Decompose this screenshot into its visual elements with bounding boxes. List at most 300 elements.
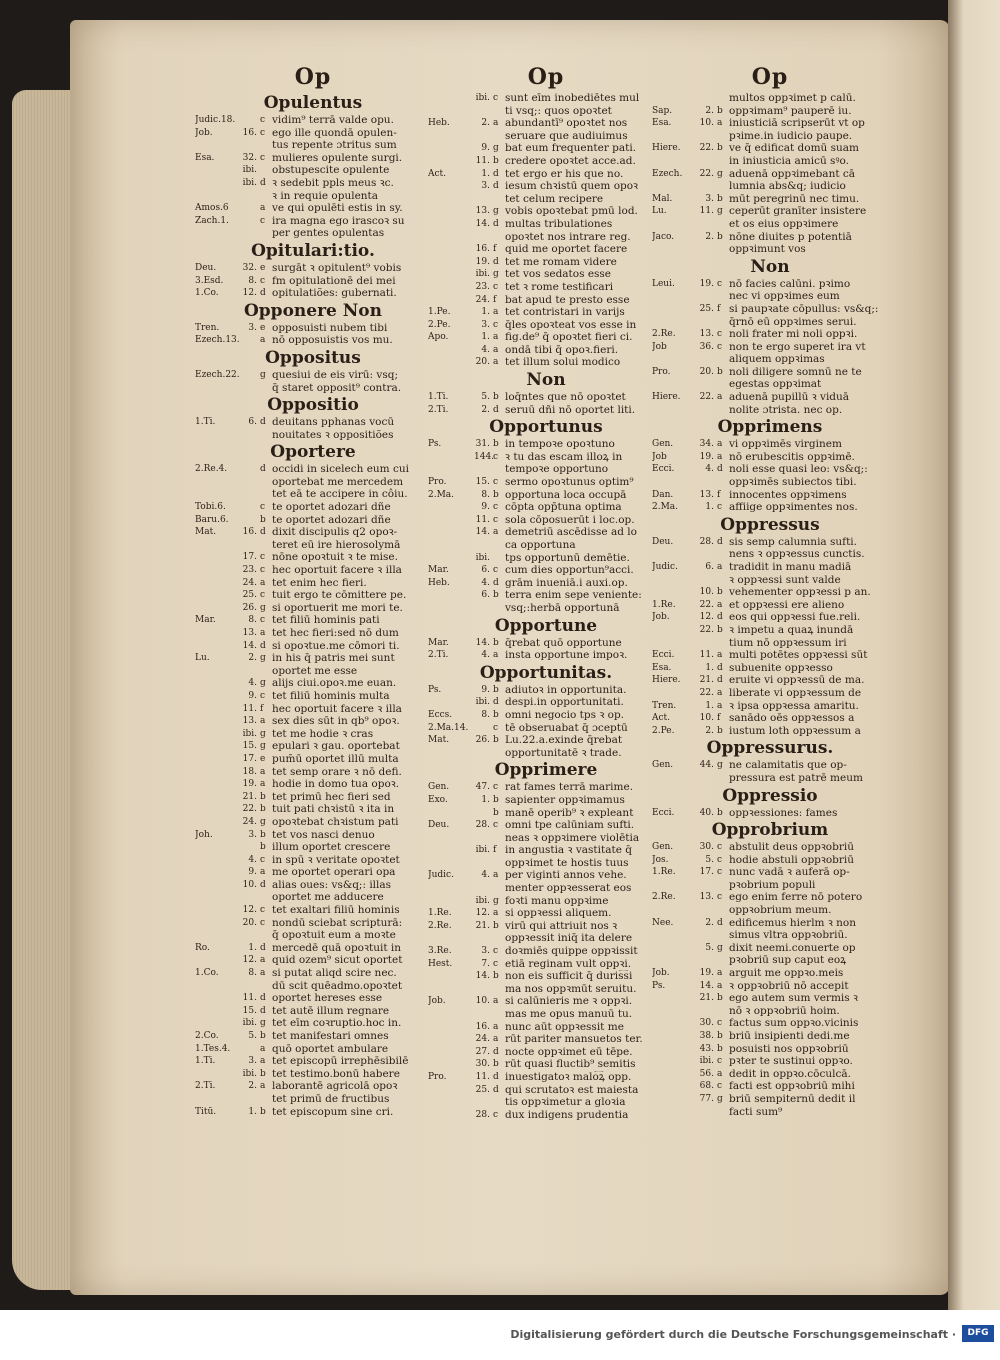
concordance-entry [652, 278, 888, 291]
chapter-number [474, 807, 493, 820]
chapter-number [698, 180, 717, 193]
concordance-entry [428, 857, 664, 870]
section-letter: a [260, 577, 266, 588]
section-letter: b [260, 804, 266, 815]
chapter-number [698, 316, 717, 329]
book-reference: Judic. [428, 870, 454, 881]
section-letter: g [493, 895, 499, 906]
concordance-entry [428, 489, 664, 502]
chapter-number: 14. [475, 637, 490, 648]
concordance-entry [428, 155, 664, 168]
section-letter: c [717, 1056, 723, 1067]
concordance-entry [652, 687, 888, 700]
entry-text: opitulatiões: gubernati. [272, 287, 397, 300]
entry-text: sermo opoꝛtunus optim⁹ [505, 476, 634, 489]
entry-text: pꝛobriū sup caput eoꝝ [729, 954, 847, 967]
book-reference: Ezech.22. [195, 369, 240, 380]
entry-text: ira magna ego irascoꝛ su [272, 214, 405, 227]
entry-text: quid me oportet facere [505, 243, 628, 256]
book-reference [428, 1033, 474, 1046]
chapter-number: 9. [248, 690, 257, 701]
column-head: Op [527, 64, 565, 90]
chapter-number: 30. [699, 842, 714, 853]
book-reference: 2.Ti. [428, 404, 449, 415]
concordance-entry [652, 759, 888, 772]
section-letter: d [260, 640, 266, 651]
book-reference [428, 155, 474, 168]
entry-text: hodie in domo tua opoꝛ. [272, 778, 400, 791]
concordance-entry [195, 904, 431, 917]
concordance-entry [428, 907, 664, 920]
chapter-number [698, 879, 717, 892]
entry-text: alias oues: vs&q;: illas [272, 878, 392, 891]
concordance-entry [652, 476, 888, 489]
entry-text: nōne diuites p potentiā [729, 230, 852, 243]
concordance-entry [195, 287, 431, 300]
chapter-number: 25. [475, 1084, 490, 1095]
book-reference: Job [652, 341, 667, 352]
book-reference [428, 356, 474, 369]
chapter-number: 11. [475, 155, 490, 166]
chapter-number: 22. [699, 392, 714, 403]
chapter-number: 20. [699, 366, 714, 377]
entry-text: pum̄ū oportet illū multa [272, 752, 399, 765]
chapter-number [698, 1106, 717, 1119]
chapter-number: 11. [475, 514, 490, 525]
book-reference [195, 879, 241, 892]
book-reference: Joh. [195, 829, 213, 840]
headword: Oppositus [265, 347, 361, 368]
book-reference [652, 992, 698, 1005]
book-reference [652, 772, 698, 785]
book-reference [428, 1058, 474, 1071]
chapter-number: 5. [705, 942, 714, 953]
entry-text: dixit neemi.conuerte op [729, 941, 856, 954]
book-reference: Gen. [652, 842, 674, 853]
concordance-entry [652, 1005, 888, 1018]
chapter-number: 19. [475, 256, 490, 267]
section-letter: c [260, 127, 266, 138]
section-letter [260, 476, 272, 489]
entry-text: alijs ciui.opoꝛ.me euan. [272, 677, 397, 690]
section-letter [717, 92, 729, 105]
book-reference: Hiere. [652, 143, 681, 154]
section-letter: b [493, 155, 499, 166]
book-reference: Tren. [195, 322, 220, 333]
chapter-number: 9. [481, 684, 490, 695]
section-letter [260, 929, 272, 942]
entry-text: opportuna loca occupā [505, 488, 627, 501]
column-head: Op [294, 64, 332, 90]
book-reference: 2.Re. [652, 329, 676, 340]
section-letter: d [260, 993, 266, 1004]
chapter-number: 14. [242, 640, 257, 651]
entry-text: q̄rebat quō opportune [505, 636, 622, 649]
entry-text: oppꝛessiones: fames [729, 806, 838, 819]
chapter-number [241, 488, 260, 501]
book-reference [428, 130, 474, 143]
concordance-entry [652, 574, 888, 587]
book-reference: Amos.6 [195, 203, 229, 214]
entry-text: bat eum frequenter pati. [505, 142, 637, 155]
concordance-entry [428, 945, 664, 958]
concordance-entry [428, 983, 664, 996]
section-letter [717, 904, 729, 917]
concordance-entry [195, 665, 431, 678]
section-letter [493, 105, 505, 118]
entry-text: oportet hereses esse [272, 992, 383, 1005]
concordance-entry [195, 854, 431, 867]
concordance-entry [428, 1071, 664, 1084]
chapter-number: 44. [699, 760, 714, 771]
concordance-entry [428, 552, 664, 565]
chapter-number: ibi. [475, 895, 490, 906]
headword: Non [750, 256, 790, 277]
section-letter [493, 747, 505, 760]
book-reference [652, 1055, 698, 1068]
entry-text: seruare que audiuimus [505, 129, 628, 142]
book-reference: Nee. [652, 917, 674, 928]
chapter-number: 24. [242, 577, 257, 588]
book-reference: Hiere. [652, 675, 681, 686]
section-letter: b [493, 920, 499, 931]
section-letter [260, 164, 272, 177]
entry-text: abstulit deus oppꝛobriū [729, 841, 854, 854]
book-reference: 1.Tes.4. [195, 1043, 231, 1054]
entry-text: dux indigens prudentia [505, 1108, 629, 1121]
book-reference [195, 640, 241, 653]
concordance-entry [195, 589, 431, 602]
entry-text: lumnia abs&q; iudicio [729, 180, 846, 193]
section-letter: a [260, 968, 266, 979]
chapter-number [474, 602, 493, 615]
chapter-number [241, 891, 260, 904]
book-reference [428, 526, 474, 539]
entry-text: menter oppꝛesserat eos [505, 882, 632, 895]
section-letter [717, 316, 729, 329]
chapter-number: 19. [242, 779, 257, 790]
section-letter [493, 539, 505, 552]
concordance-entry [195, 1080, 431, 1093]
book-reference [428, 231, 474, 244]
book-reference [428, 294, 474, 307]
section-letter: f [260, 703, 264, 714]
section-letter: a [717, 687, 723, 698]
section-letter: c [260, 690, 266, 701]
book-reference [652, 942, 698, 955]
entry-text: obstupescite opulente [272, 164, 390, 177]
entry-text: edificemus hierlm ꝛ non [729, 916, 857, 929]
concordance-entry [195, 526, 431, 539]
book-reference [195, 177, 241, 190]
chapter-number: 1. [705, 502, 714, 513]
concordance-entry [428, 319, 664, 332]
book-reference: Jos. [652, 854, 669, 865]
entry-text: q̄ opoꝛtuit eum a moꝛte [272, 929, 396, 942]
book-reference [428, 243, 474, 256]
entry-text: ꝛ oppꝛessi sunt valde [729, 573, 841, 586]
concordance-entry [195, 334, 431, 347]
concordance-entry [195, 382, 431, 395]
chapter-number: 16. [242, 127, 257, 138]
book-reference: Judic.18. [195, 115, 236, 125]
chapter-number [698, 548, 717, 561]
chapter-number: 12. [242, 905, 257, 916]
concordance-entry [428, 577, 664, 590]
chapter-number: 1. [248, 1106, 257, 1117]
section-letter: d [260, 942, 266, 953]
book-reference: Ro. [195, 942, 210, 953]
concordance-entry [428, 920, 664, 933]
concordance-entry [652, 243, 888, 256]
entry-text: aduenā oppꝛimebant cā [729, 167, 856, 180]
section-letter: c [717, 854, 723, 865]
entry-text: tuit ergo te cōmittere pe. [272, 589, 407, 602]
concordance-entry [195, 215, 431, 228]
section-letter: b [717, 725, 723, 736]
book-reference: Mal. [652, 193, 673, 204]
book-reference [428, 218, 474, 231]
book-reference: 1.Re. [428, 908, 452, 919]
section-letter: b [717, 587, 723, 598]
book-reference: Mat. [195, 527, 217, 538]
book-reference: Zach.1. [195, 215, 229, 226]
concordance-entry [195, 1043, 431, 1056]
concordance-entry [428, 781, 664, 794]
concordance-entry [428, 168, 664, 181]
concordance-entry [652, 501, 888, 514]
book-reference: 1.Co. [195, 968, 219, 979]
section-letter: c [717, 867, 723, 878]
chapter-number: 15. [242, 1005, 257, 1016]
concordance-entry [195, 1017, 431, 1030]
section-letter: g [493, 269, 499, 280]
concordance-entry [428, 391, 664, 404]
chapter-number: 3. [481, 319, 490, 330]
chapter-number [474, 1096, 493, 1109]
entry-text: tet primū hec fieri sed [272, 790, 391, 803]
chapter-number [474, 983, 493, 996]
book-reference [195, 690, 241, 703]
section-letter [493, 983, 505, 996]
concordance-entry [652, 218, 888, 231]
chapter-number: 43. [699, 1043, 714, 1054]
section-letter [493, 552, 505, 565]
book-reference [428, 1084, 474, 1097]
book-reference [652, 548, 698, 561]
section-letter: g [717, 760, 723, 771]
chapter-number [241, 841, 260, 854]
concordance-entry [195, 275, 431, 288]
chapter-number: ibi. [242, 165, 257, 176]
chapter-number [474, 857, 493, 870]
book-reference [652, 180, 698, 193]
entry-text: despi.in opportunitati. [505, 696, 624, 709]
entry-text: insta opportune impoꝛ. [505, 649, 628, 662]
concordance-entry [652, 1043, 888, 1056]
concordance-entry [428, 294, 664, 307]
book-reference [428, 268, 474, 281]
section-letter: e [260, 322, 266, 333]
section-letter: a [493, 332, 499, 343]
section-letter [493, 602, 505, 615]
book-reference [195, 164, 241, 177]
book-reference: Leui. [652, 278, 675, 289]
section-letter [717, 155, 729, 168]
entry-text: tet celum recipere [505, 192, 604, 205]
book-reference [652, 1068, 698, 1081]
section-letter: c [260, 917, 266, 928]
concordance-entry [652, 92, 888, 105]
concordance-entry [652, 1093, 888, 1106]
chapter-number: 6. [705, 562, 714, 572]
concordance-entry [428, 218, 664, 231]
book-reference: Esa. [652, 662, 672, 673]
chapter-number: 2. [705, 231, 714, 242]
entry-text: nouitates ꝛ oppositiões [272, 428, 394, 441]
concordance-entry [428, 105, 664, 118]
chapter-number: 3. [248, 322, 257, 333]
book-reference: Pro. [652, 366, 671, 377]
concordance-entry [428, 734, 664, 747]
section-letter: e [260, 753, 266, 764]
entry-text: credere opoꝛtet acce.ad. [505, 154, 636, 167]
book-reference [428, 205, 474, 218]
section-letter: a [493, 118, 499, 129]
book-reference: 2.Re. [428, 920, 452, 931]
concordance-entry [195, 942, 431, 955]
concordance-entry [652, 142, 888, 155]
chapter-number: ibi. [242, 1068, 257, 1079]
chapter-number: 8. [248, 968, 257, 979]
entry-text: multas tribulationes [505, 217, 613, 230]
book-reference [652, 476, 698, 489]
chapter-number: 16. [475, 1021, 490, 1032]
chapter-number [241, 501, 260, 514]
entry-text: cum dies opportun⁹acci. [505, 564, 634, 577]
chapter-number: 13. [242, 628, 257, 638]
chapter-number: 12. [475, 908, 490, 919]
entry-text: pꝛobrium populi [729, 878, 816, 891]
section-letter: f [717, 489, 721, 500]
chapter-number: 15. [242, 741, 257, 752]
book-reference [195, 677, 241, 690]
chapter-number: 19. [699, 278, 714, 289]
entry-text: innocentes oppꝛimens [729, 488, 847, 501]
entry-text: sis semp calumnia sufti. [729, 535, 857, 548]
book-reference [428, 105, 474, 118]
section-letter: d [717, 536, 723, 547]
entry-text: tet vos nasci denuo [272, 828, 375, 841]
concordance-entry [652, 637, 888, 650]
entry-text: abundantī⁹ opoꝛtet nos [505, 117, 628, 130]
section-letter: c [493, 782, 499, 793]
entry-text: eruite vi oppꝛessū de ma. [729, 674, 865, 687]
concordance-entry [428, 1046, 664, 1059]
concordance-entry [428, 142, 664, 155]
entry-text: opoꝛtebat chꝛistum pati [272, 815, 399, 828]
section-letter [260, 429, 272, 442]
entry-text: mas me opus manuū tu. [505, 1008, 633, 1020]
book-reference: 1.Pe. [428, 307, 451, 318]
entry-text: manē operib⁹ ꝛ expleant [505, 806, 634, 819]
concordance-entry [652, 180, 888, 193]
entry-text: foꝛti manu oppꝛime [505, 894, 609, 907]
section-letter: a [260, 766, 266, 777]
section-letter: g [260, 678, 266, 689]
entry-text: nō erubescitis oppꝛimē. [729, 450, 855, 463]
book-reference [428, 539, 474, 552]
entry-text: tet illum solui modico [505, 356, 621, 369]
section-letter [260, 227, 272, 240]
concordance-entry [195, 262, 431, 275]
section-letter [717, 574, 729, 587]
entry-text: epulari ꝛ gau. oportebat [272, 740, 400, 753]
section-letter: d [493, 404, 499, 415]
entry-text: ꝛ ipsa oppꝛessa amaritu. [729, 699, 859, 712]
section-letter: a [260, 779, 266, 790]
section-letter: c [493, 946, 499, 957]
concordance-entry [195, 416, 431, 429]
chapter-number [698, 1005, 717, 1018]
entry-text: per gentes opulentas [272, 227, 385, 240]
entry-text: opposuisti nubem tibi [272, 321, 388, 334]
entry-text: teret eū ire hierosolymā [272, 538, 401, 551]
concordance-entry [195, 463, 431, 476]
concordance-entry [652, 328, 888, 341]
concordance-entry [652, 929, 888, 942]
chapter-number: 2. [248, 653, 257, 664]
section-letter: a [717, 700, 723, 711]
concordance-entry [652, 1055, 888, 1068]
chapter-number [698, 904, 717, 917]
entry-text: noli frater mi noli oppꝛi. [729, 328, 858, 341]
book-reference: 2.Re. [652, 892, 676, 903]
concordance-entry [195, 164, 431, 177]
entry-text: laborantē agricolā opoꝛ [272, 1080, 398, 1093]
chapter-number: 13. [699, 892, 714, 903]
concordance-entry [195, 803, 431, 816]
section-letter: a [260, 1081, 266, 1092]
chapter-number [698, 476, 717, 489]
book-reference [195, 980, 241, 993]
concordance-entry [428, 722, 664, 735]
concordance-entry [428, 451, 664, 464]
chapter-number: 28. [475, 820, 490, 831]
concordance-entry [652, 536, 888, 549]
section-letter: b [493, 392, 499, 403]
chapter-number: 22. [699, 624, 714, 635]
book-reference: Baru.6. [195, 514, 229, 525]
section-letter [493, 857, 505, 870]
section-letter: a [260, 203, 266, 214]
book-reference: Sap. [652, 105, 673, 116]
chapter-number [474, 882, 493, 895]
section-letter: d [260, 1005, 266, 1016]
book-reference [195, 190, 241, 203]
entry-text: aduenā pupillū ꝛ viduā [729, 391, 850, 404]
section-letter: d [493, 1071, 499, 1082]
chapter-number [241, 1043, 260, 1056]
entry-text: nō opposuistis vos mu. [272, 334, 393, 347]
concordance-entry [195, 564, 431, 577]
section-letter [493, 193, 505, 206]
section-letter [260, 1093, 272, 1106]
entry-text: ego ille quondā opulen- [272, 126, 397, 139]
section-letter: d [260, 288, 266, 299]
chapter-number [474, 193, 493, 206]
section-letter: a [493, 307, 499, 318]
